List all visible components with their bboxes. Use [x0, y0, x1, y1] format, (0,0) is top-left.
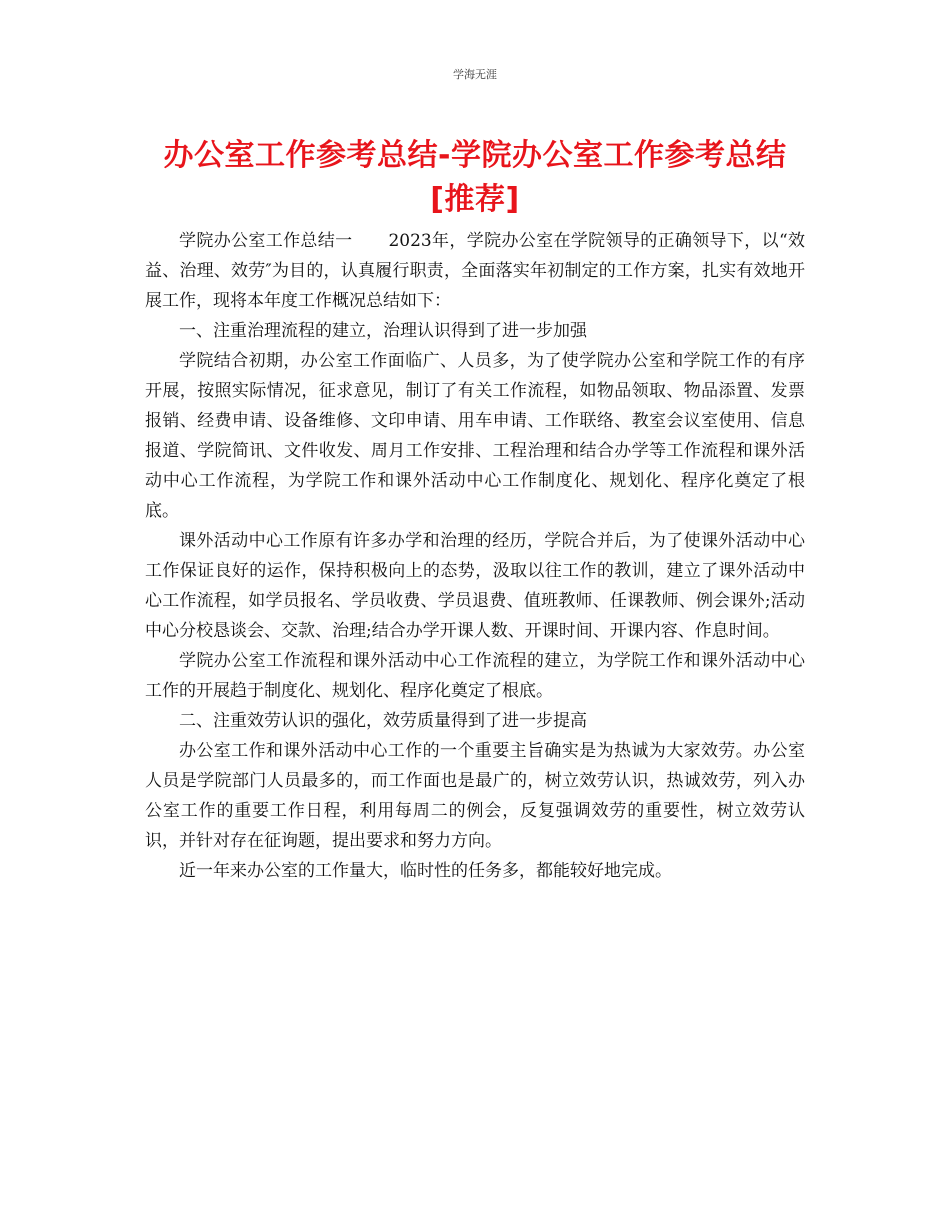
title-line-1: 办公室工作参考总结-学院办公室工作参考总结 [163, 138, 787, 173]
section-label: 学院办公室工作总结一 [179, 231, 353, 251]
title-line-2: [推荐] [430, 182, 520, 217]
paragraph: 办公室工作和课外活动中心工作的一个重要主旨确实是为热诚为大家效劳。办公室人员是学院部门人员最多的，而工作面也是最广的，树立效劳认识，热诚效劳，列入办公室工作的重要工作日程，利用每周二的例会，反复强调效劳的重要性，树立效劳认识，并针对存在征询题，提出要求和努力方向。 [145, 741, 805, 851]
document-title [140, 134, 810, 222]
paragraph-intro [145, 226, 805, 316]
intro-text: 2023年，学院办公室在学院领导的正确领导下，以“效益、治理、效劳″为目的，认真履行职责，全面落实年初制定的工作方案，扎实有效地开展工作，现将本年度工作概况总结如下： [145, 231, 805, 311]
paragraph: 课外活动中心工作原有许多办学和治理的经历，学院合并后，为了使课外活动中心工作保证良好的运作，保持积极向上的态势，汲取以往工作的教训，建立了课外活动中心工作流程，如学员报名、学员收费、学员退费、值班教师、任课教师、例会课外;活动中心分校恳谈会、交款、治理;结合办学开课人数、开课时间、开课内容、作息时间。 [145, 531, 805, 641]
section-heading-1: 一、注重治理流程的建立，治理认识得到了进一步加强 [179, 321, 587, 341]
paragraph: 学院办公室工作流程和课外活动中心工作流程的建立，为学院工作和课外活动中心工作的开展趋于制度化、规划化、程序化奠定了根底。 [145, 651, 805, 701]
document-body [145, 226, 805, 886]
paragraph: 近一年来办公室的工作量大，临时性的任务多，都能较好地完成。 [179, 861, 672, 881]
section-heading-2: 二、注重效劳认识的强化，效劳质量得到了进一步提高 [179, 711, 587, 731]
paragraph: 学院结合初期，办公室工作面临广、人员多，为了使学院办公室和学院工作的有序开展，按照实际情况，征求意见，制订了有关工作流程，如物品领取、物品添置、发票报销、经费申请、设备维修、文印申请、用车申请、工作联络、教室会议室使用、信息报道、学院简讯、文件收发、周月工作安排、工程治理和结合办学等工作流程和课外活动中心工作流程，为学院工作和课外活动中心工作制度化、规划化、程序化奠定了根底。 [145, 351, 805, 521]
page-header: 学海无涯 [453, 68, 497, 81]
